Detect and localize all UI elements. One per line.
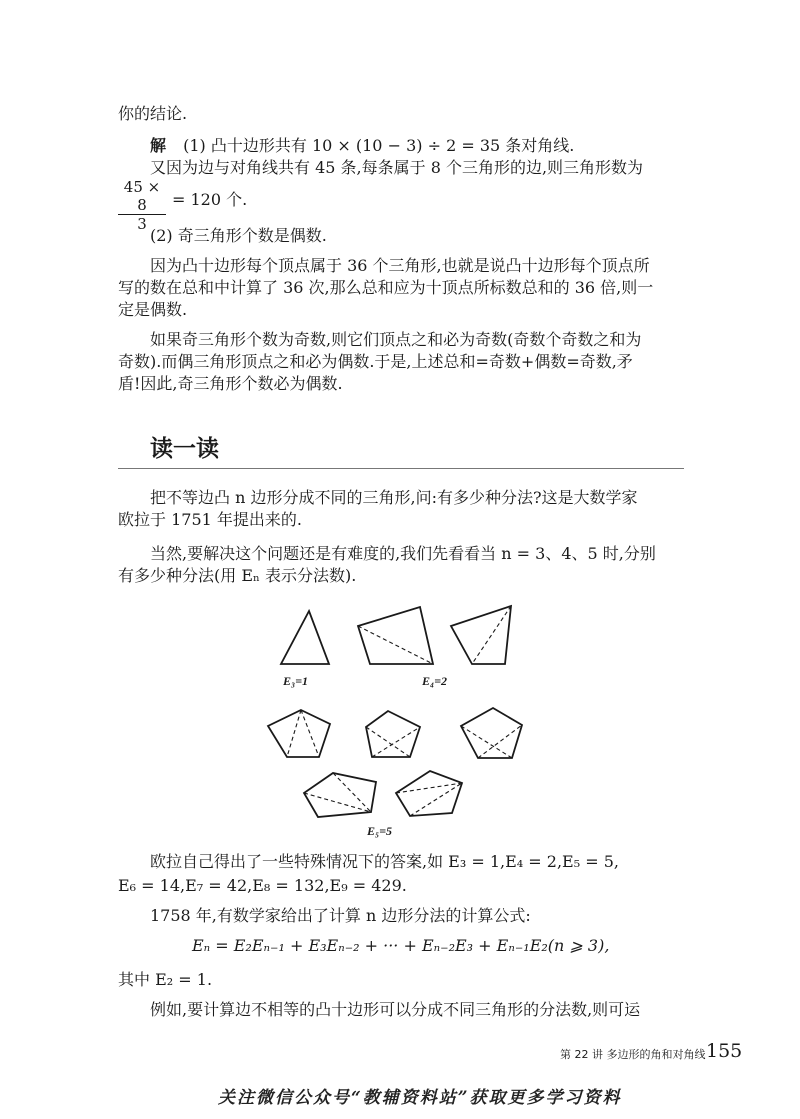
text-line: E₆ = 14,E₇ = 42,E₈ = 132,E₉ = 429. [118,876,407,895]
triangle-shape [281,611,329,664]
caption-e5: E₅=5 [367,824,393,838]
section-title: 读一读 [150,436,219,462]
text-line: 有多少种分法(用 Eₙ 表示分法数). [118,566,357,585]
text-line: 奇数).而偶三角形顶点之和必为偶数.于是,上述总和=奇数+偶数=奇数,矛 [118,352,633,371]
text-line: = 120 个. [172,190,248,209]
diagonal-line [287,710,301,757]
pentagon-shape [461,708,522,758]
text-line: 你的结论. [118,104,188,123]
pentagon-shape [396,771,462,816]
solution-label: 解 [150,136,167,155]
caption-e3: E₃=1 [283,674,309,688]
text-line: 欧拉于 1751 年提出来的. [118,510,302,529]
diagonal-line [372,727,420,757]
pentagon-shape [366,711,420,757]
solution-text: (1) 凸十边形共有 10 × (10 − 3) ÷ 2 = 35 条对角线. [183,136,575,155]
diagonal-line [366,727,410,757]
text-line: 又因为边与对角线共有 45 条,每条属于 8 个三角形的边,则三角形数为 [150,158,644,177]
text-line: 写的数在总和中计算了 36 次,那么总和应为十顶点所标数总和的 36 倍,则一 [118,278,654,297]
diagonal-line [410,783,462,816]
caption-e4: E₄=2 [422,674,448,688]
text-line: 如果奇三角形个数为奇数,则它们顶点之和必为奇数(奇数个奇数之和为 [150,330,642,349]
quadrilateral-shape [358,607,433,664]
fraction-denominator: 3 [137,215,147,233]
chapter-footer: 第 22 讲 多边形的角和对角线 [560,1048,706,1061]
text-line: 例如,要计算边不相等的凸十边形可以分成不同三角形的分法数,则可运 [150,1000,641,1019]
page-number: 155 [706,1040,743,1062]
diagonal-line [396,783,462,793]
text-line: 因为凸十边形每个顶点属于 36 个三角形,也就是说凸十边形每个顶点所 [150,256,650,275]
recurrence-formula: Eₙ = E₂Eₙ₋₁ + E₃Eₙ₋₂ + ··· + Eₙ₋₂E₃ + Eₙ₋₁E₂(n ⩾ 3), [192,936,610,955]
watermark-text: 关注微信公众号“教辅资料站”获取更多学习资料 [218,1088,622,1108]
text-line: 其中 E₂ = 1. [118,970,213,989]
quadrilateral-shape [451,606,511,664]
text-line: 把不等边凸 n 边形分成不同的三角形,问:有多少种分法?这是大数学家 [150,488,638,507]
text-line: 定是偶数. [118,300,188,319]
text-line: 当然,要解决这个问题还是有难度的,我们先看看当 n = 3、4、5 时,分别 [150,544,656,563]
text-line: 欧拉自己得出了一些特殊情况下的答案,如 E₃ = 1,E₄ = 2,E₅ = 5, [150,852,619,871]
diagonal-line [358,626,433,664]
text-line: (2) 奇三角形个数是偶数. [150,226,327,245]
fraction-numerator: 45 × 8 [118,178,166,215]
text-line: 盾!因此,奇三角形个数必为偶数. [118,374,343,393]
diagonal-line [478,725,522,758]
text-line: 1758 年,有数学家给出了计算 n 边形分法的计算公式: [150,906,531,925]
